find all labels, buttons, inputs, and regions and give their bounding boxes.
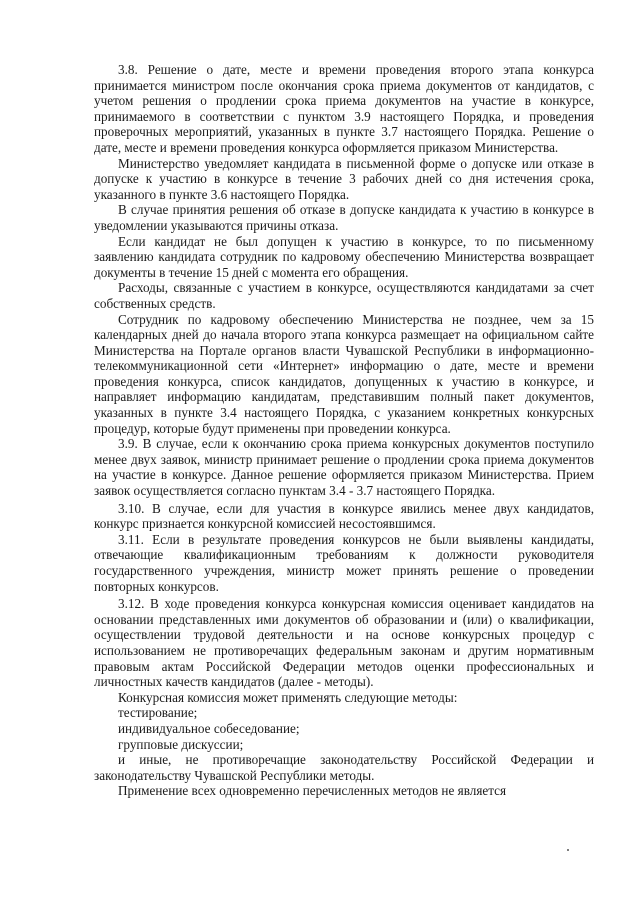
- paragraph-3-11: 3.11. Если в результате проведения конкурсов не были выявлены кандидаты, отвечающие квалификационным требованиям к должности руководителя государственного учреждения, министр может принять решение о проведении повторных конкурсов.: [94, 531, 594, 594]
- paragraph-refusal-reasons: В случае принятия решения об отказе в допуске кандидата к участию в конкурсе в уведомлении указываются причины отказа.: [94, 202, 594, 233]
- paragraph-3-12: 3.12. В ходе проведения конкурса конкурсная комиссия оценивает кандидатов на основании представленных ими документов об образовании и (или) о квалификации, осуществлении трудовой деятельности и на основе конкурсных процедур с использованием не противоречащих федеральным законам и другим нормативным правовым актам Российской Федерации методов оценки профессиональных и личностных качеств кандидатов (далее - методы).: [94, 596, 594, 690]
- paragraph-expenses: Расходы, связанные с участием в конкурсе, осуществляются кандидатами за счет собственных средств.: [94, 280, 594, 311]
- paragraph-3-9: 3.9. В случае, если к окончанию срока приема конкурсных документов поступило менее двух заявок, министр принимает решение о продлении срока приема документов на участие в конкурсе. Данное решение оформляется приказом Министерства. Прием заявок осуществляется согласно пунктам 3.4 - 3.7 настоящего Порядка.: [94, 436, 594, 499]
- paragraph-application-continued: Применение всех одновременно перечисленных методов не является: [118, 783, 507, 799]
- paragraph-methods-intro: Конкурсная комиссия может применять следующие методы:: [118, 689, 458, 705]
- method-item: тестирование;: [118, 705, 198, 721]
- paragraph-other-methods: и иные, не противоречащие законодательству Российской Федерации и законодательству Чувашской Республики методы.: [94, 752, 594, 783]
- document-body: [94, 62, 594, 799]
- scan-speck: [567, 849, 569, 851]
- paragraph-notification: Министерство уведомляет кандидата в письменной форме о допуске или отказе в допуске к участию в конкурсе в течение 3 рабочих дней со дня истечения срока, указанного в пункте 3.6 настоящего Порядка.: [94, 155, 594, 202]
- paragraph-3-10: 3.10. В случае, если для участия в конкурсе явились менее двух кандидатов, конкурс признается конкурсной комиссией несостоявшимся.: [94, 500, 594, 532]
- paragraph-3-8: 3.8. Решение о дате, месте и времени проведения второго этапа конкурса принимается министром после окончания срока приема документов от кандидатов, с учетом решения о продлении срока приема документов на участие в конкурсе, принимаемого в соответствии с пунктом 3.9 настоящего Порядка, и проведения проверочных мероприятий, указанных в пункте 3.7 настоящего Порядка. Решение о дате, месте и времени проведения конкурса оформляется приказом Министерства.: [94, 62, 594, 155]
- method-item: индивидуальное собеседование;: [118, 720, 300, 736]
- paragraph-documents-return: Если кандидат не был допущен к участию в конкурсе, то по письменному заявлению кандидата сотрудник по кадровому обеспечению Министерства возвращает документы в течение 15 дней с момента его обращения.: [94, 233, 594, 280]
- paragraph-publication: Сотрудник по кадровому обеспечению Министерства не позднее, чем за 15 календарных дней до начала второго этапа конкурса размещает на официальном сайте Министерства на Портале органов власти Чувашской Республики в информационно-телекоммуникационной сети «Интернет» информацию о дате, месте и времени проведения конкурса, список кандидатов, допущенных к участию в конкурсе, и направляет информацию кандидатам, представившим полный пакет документов, указанных в пункте 3.4 настоящего Порядка, с указанием конкретных конкурсных процедур, которые будут применены при проведении конкурса.: [94, 311, 594, 436]
- method-item: групповые дискуссии;: [118, 736, 244, 752]
